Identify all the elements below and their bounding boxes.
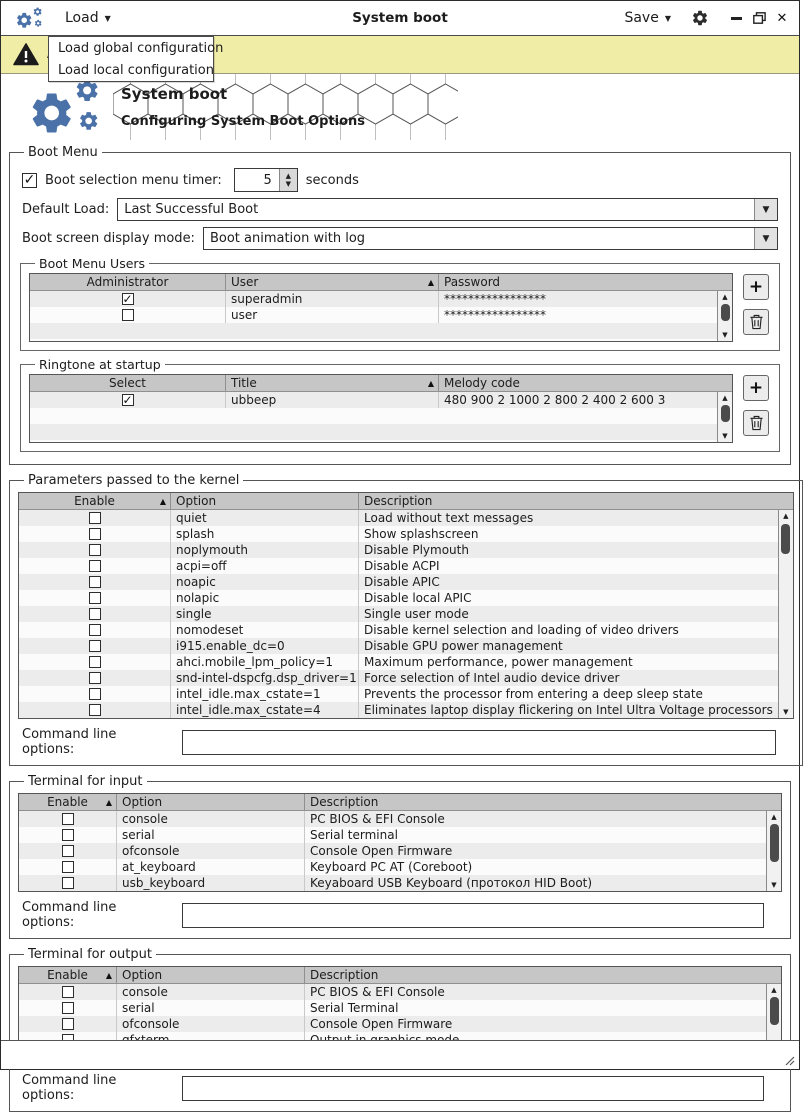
terminal-input-cmdline-input[interactable]	[182, 903, 764, 928]
column-header-title[interactable]: Title ▲	[226, 375, 439, 391]
cell-text: Disable kernel selection and loading of video drivers	[364, 623, 679, 637]
users-table-body	[30, 291, 732, 341]
scroll-up-icon[interactable]: ▲	[722, 394, 728, 402]
checkbox-unchecked[interactable]	[89, 544, 101, 556]
app-gears-icon	[15, 6, 45, 30]
checkbox-unchecked[interactable]	[62, 861, 74, 873]
terminal-input-table	[18, 793, 782, 892]
scroll-thumb[interactable]	[721, 304, 730, 321]
row-checkbox-cell[interactable]	[19, 510, 171, 526]
cmdline-label: Command line options:	[22, 1073, 117, 1103]
table-row[interactable]	[19, 526, 778, 542]
column-header-description[interactable]: Description	[310, 795, 379, 809]
cell-text: intel_idle.max_cstate=1	[171, 686, 359, 702]
combo-drop-button[interactable]	[754, 228, 777, 249]
terminal-input-legend: Terminal for input	[28, 774, 143, 789]
column-header-option[interactable]: Option	[117, 967, 305, 983]
scroll-up-icon[interactable]: ▲	[771, 986, 777, 994]
checkbox-unchecked[interactable]	[89, 656, 101, 668]
row-checkbox-cell[interactable]	[19, 1016, 117, 1032]
ringtone-table	[29, 374, 733, 443]
table-row[interactable]	[19, 811, 766, 827]
table-row[interactable]	[19, 558, 778, 574]
combo-drop-button[interactable]	[754, 199, 777, 220]
load-menu-label: Load	[65, 10, 99, 26]
cell-text: Eliminates laptop display flickering on Intel Ultra Voltage processors	[364, 703, 773, 717]
row-checkbox-cell[interactable]	[19, 606, 171, 622]
cell-text: console	[117, 984, 305, 1000]
users-table	[29, 273, 733, 342]
checkbox-unchecked[interactable]	[89, 640, 101, 652]
ringtone-group	[20, 357, 780, 452]
load-dropdown-menu	[48, 36, 224, 82]
cell-text: Serial Terminal	[310, 1001, 399, 1015]
cell-text: usb_keyboard	[117, 875, 305, 891]
scroll-up-icon[interactable]: ▲	[722, 293, 728, 301]
cell-text: superadmin	[226, 291, 439, 307]
banner-subtitle: Configuring System Boot Options	[121, 114, 366, 129]
cell-text: ofconsole	[117, 1016, 305, 1032]
column-header-option[interactable]: Option	[171, 493, 359, 509]
row-checkbox-cell[interactable]	[19, 670, 171, 686]
column-header-user[interactable]: User ▲	[226, 274, 439, 290]
column-header-description[interactable]: Description	[310, 968, 379, 982]
title-bar	[1, 1, 799, 36]
default-load-row	[22, 198, 778, 221]
settings-gear-icon[interactable]	[691, 9, 709, 27]
scroll-thumb[interactable]	[770, 997, 779, 1025]
row-checkbox-cell[interactable]	[19, 638, 171, 654]
sort-asc-icon: ▲	[427, 378, 434, 388]
minimize-button[interactable]	[729, 11, 743, 25]
kernel-cmdline-row	[22, 727, 790, 757]
row-checkbox-cell[interactable]	[19, 686, 171, 702]
scroll-thumb[interactable]	[781, 524, 790, 554]
cell-text: intel_idle.max_cstate=4	[171, 702, 359, 718]
cell-text: Console Open Firmware	[310, 844, 453, 858]
vertical-scrollbar[interactable]	[717, 392, 732, 442]
timer-label: Boot selection menu timer:	[45, 172, 222, 188]
cell-text: Show splashscreen	[364, 527, 479, 541]
table-row[interactable]	[19, 984, 766, 1000]
table-row[interactable]	[19, 1000, 766, 1016]
cell-text: PC BIOS & EFI Console	[310, 812, 445, 826]
scroll-down-icon[interactable]: ▼	[722, 331, 728, 339]
cell-text: Disable local APIC	[364, 591, 472, 605]
cell-text: quiet	[171, 510, 359, 526]
scroll-up-icon[interactable]: ▲	[771, 813, 777, 821]
cell-text: *****************	[444, 308, 546, 322]
row-checkbox-cell[interactable]	[30, 291, 226, 307]
sort-asc-icon: ▲	[105, 970, 112, 980]
cell-text: acpi=off	[171, 558, 359, 574]
users-table-header	[30, 274, 732, 291]
column-header-enable[interactable]: Enable ▲	[19, 794, 117, 810]
table-row[interactable]	[19, 590, 778, 606]
chevron-down-icon: ▼	[664, 13, 671, 23]
checkbox-unchecked[interactable]	[62, 1002, 74, 1014]
sort-asc-icon: ▲	[427, 277, 434, 287]
checkbox-unchecked[interactable]	[89, 608, 101, 620]
terminal-output-legend: Terminal for output	[28, 947, 152, 962]
boot-menu-legend: Boot Menu	[28, 145, 98, 160]
column-header-administrator[interactable]: Administrator	[30, 274, 226, 290]
cell-text: Serial terminal	[310, 828, 398, 842]
menu-item-load-global[interactable]: Load global configuration	[58, 41, 224, 56]
table-row[interactable]	[19, 542, 778, 558]
checkbox-unchecked[interactable]	[89, 592, 101, 604]
row-checkbox-cell[interactable]	[19, 574, 171, 590]
column-header-select[interactable]: Select	[30, 375, 226, 391]
checkbox-unchecked[interactable]	[89, 512, 101, 524]
save-menu-label: Save	[624, 10, 659, 26]
row-checkbox-cell[interactable]	[19, 859, 117, 875]
vertical-scrollbar[interactable]	[778, 510, 793, 718]
cell-text: user	[226, 307, 439, 323]
checkbox-unchecked[interactable]	[89, 672, 101, 684]
save-menu-button[interactable]	[618, 8, 677, 28]
table-row[interactable]	[19, 843, 766, 859]
cell-text: Maximum performance, power management	[364, 655, 633, 669]
terminal-output-cmdline-input[interactable]	[182, 1076, 764, 1101]
cell-text: Disable GPU power management	[364, 639, 563, 653]
table-row[interactable]	[19, 638, 778, 654]
table-row[interactable]	[30, 291, 717, 307]
table-row[interactable]	[19, 622, 778, 638]
ringtone-table-body	[30, 392, 732, 442]
warning-icon	[13, 43, 39, 66]
cell-text: serial	[117, 827, 305, 843]
banner-title: System boot	[121, 85, 228, 103]
kernel-table-header	[19, 493, 793, 510]
display-mode-combobox[interactable]	[203, 227, 778, 250]
cell-text: single	[171, 606, 359, 622]
cell-text: Keyboard PC AT (Coreboot)	[310, 860, 473, 874]
cell-text: snd-intel-dspcfg.dsp_driver=1	[171, 670, 359, 686]
scroll-thumb[interactable]	[770, 824, 779, 862]
row-checkbox-cell[interactable]	[19, 622, 171, 638]
spin-buttons[interactable]	[279, 169, 297, 191]
sort-asc-icon: ▲	[159, 496, 166, 506]
cell-text: PC BIOS & EFI Console	[310, 985, 445, 999]
window-title: System boot	[352, 10, 448, 26]
cell-text: Console Open Firmware	[310, 1017, 453, 1031]
cell-text: splash	[171, 526, 359, 542]
cell-text: Load without text messages	[364, 511, 534, 525]
chevron-down-icon: ▼	[104, 13, 111, 23]
close-button[interactable]: ✕	[776, 10, 788, 26]
vertical-scrollbar[interactable]	[717, 291, 732, 341]
checkbox-unchecked[interactable]	[62, 813, 74, 825]
table-row[interactable]	[19, 827, 766, 843]
menu-item-load-local[interactable]: Load local configuration	[58, 63, 214, 78]
row-checkbox-cell[interactable]	[19, 843, 117, 859]
kernel-params-table	[18, 492, 794, 719]
terminal-output-fieldset	[9, 947, 791, 1112]
hexagon-pattern	[113, 74, 458, 140]
trash-icon	[749, 314, 764, 330]
cell-text: Disable ACPI	[364, 559, 440, 573]
table-row[interactable]	[19, 606, 778, 622]
scroll-thumb[interactable]	[721, 405, 730, 422]
table-row[interactable]	[19, 1016, 766, 1032]
table-row[interactable]	[30, 392, 717, 408]
scroll-down-icon[interactable]: ▼	[771, 881, 777, 889]
checkbox-unchecked[interactable]	[122, 309, 134, 321]
row-checkbox-cell[interactable]	[30, 307, 226, 323]
trash-icon	[749, 415, 764, 431]
column-header-password[interactable]: Password	[444, 275, 501, 289]
chevron-down-icon: ▼	[762, 204, 770, 215]
maximize-button[interactable]	[752, 11, 766, 25]
cell-text: ofconsole	[117, 843, 305, 859]
checkbox-unchecked[interactable]	[89, 688, 101, 700]
add-ringtone-button[interactable]: +	[743, 375, 769, 401]
terminal-input-cmdline-row	[22, 900, 778, 930]
cell-text: 480 900 2 1000 2 800 2 400 2 600 3	[444, 393, 666, 407]
add-user-button[interactable]: +	[743, 274, 769, 300]
table-row[interactable]	[19, 574, 778, 590]
row-checkbox-cell[interactable]	[19, 1000, 117, 1016]
checkbox-unchecked[interactable]	[62, 1018, 74, 1030]
cmdline-label: Command line options:	[22, 727, 117, 757]
kernel-params-legend: Parameters passed to the kernel	[28, 473, 240, 488]
terminal-input-fieldset	[9, 774, 791, 939]
cell-text: Disable APIC	[364, 575, 440, 589]
restore-icon	[753, 12, 766, 24]
default-load-value: Last Successful Boot	[124, 202, 259, 217]
row-checkbox-cell[interactable]	[19, 875, 117, 891]
checkbox-unchecked[interactable]	[89, 560, 101, 572]
default-load-label: Default Load:	[22, 202, 110, 217]
row-checkbox-cell[interactable]	[19, 526, 171, 542]
cell-text: console	[117, 811, 305, 827]
delete-user-button[interactable]	[743, 309, 769, 335]
cell-text: *****************	[444, 292, 546, 306]
boot-menu-users-group	[20, 256, 780, 351]
checkbox-unchecked[interactable]	[62, 986, 74, 998]
cell-text: i915.enable_dc=0	[171, 638, 359, 654]
timer-value: 5	[263, 173, 272, 188]
table-row[interactable]	[19, 875, 766, 891]
checkbox-unchecked[interactable]	[62, 845, 74, 857]
row-checkbox-cell[interactable]	[19, 827, 117, 843]
kernel-table-body	[19, 510, 793, 718]
cell-text: serial	[117, 1000, 305, 1016]
timer-unit: seconds	[305, 172, 359, 188]
display-mode-label: Boot screen display mode:	[22, 231, 195, 246]
checkbox-unchecked[interactable]	[62, 829, 74, 841]
row-checkbox-cell[interactable]	[19, 654, 171, 670]
kernel-cmdline-input[interactable]	[182, 730, 776, 755]
terminal-input-body	[19, 811, 781, 891]
table-row[interactable]	[19, 510, 778, 526]
users-legend: Boot Menu Users	[39, 256, 146, 271]
boot-menu-fieldset	[9, 145, 791, 465]
cell-text: Prevents the processor from entering a deep sleep state	[364, 687, 703, 701]
vertical-scrollbar[interactable]	[766, 811, 781, 891]
cell-text: noplymouth	[171, 542, 359, 558]
column-header-option[interactable]: Option	[117, 794, 305, 810]
checkbox-unchecked[interactable]	[89, 528, 101, 540]
cell-text: ubbeep	[226, 392, 439, 408]
scroll-up-icon[interactable]: ▲	[783, 512, 789, 520]
row-checkbox-cell[interactable]	[30, 392, 226, 408]
delete-ringtone-button[interactable]	[743, 410, 769, 436]
cell-text: nolapic	[171, 590, 359, 606]
row-checkbox-cell[interactable]	[19, 542, 171, 558]
scroll-down-icon[interactable]: ▼	[783, 708, 789, 716]
ringtone-table-header	[30, 375, 732, 392]
row-checkbox-cell[interactable]	[19, 702, 171, 718]
table-row[interactable]	[19, 654, 778, 670]
spin-down-icon[interactable]: ▼	[285, 179, 291, 188]
display-mode-row	[22, 227, 778, 250]
ringtone-legend: Ringtone at startup	[39, 357, 161, 372]
checkbox-unchecked[interactable]	[89, 576, 101, 588]
cmdline-label: Command line options:	[22, 900, 117, 930]
cell-text: Disable Plymouth	[364, 543, 469, 557]
terminal-input-header	[19, 794, 781, 811]
checkbox-unchecked[interactable]	[89, 624, 101, 636]
cell-text: ahci.mobile_lpm_policy=1	[171, 654, 359, 670]
table-row[interactable]	[19, 859, 766, 875]
timer-checkbox[interactable]: ✓	[23, 172, 36, 188]
table-row[interactable]	[19, 686, 778, 702]
column-header-melody[interactable]: Melody code	[444, 376, 520, 390]
table-row[interactable]	[30, 307, 717, 323]
kernel-params-fieldset	[9, 473, 803, 766]
default-load-combobox[interactable]	[117, 198, 778, 221]
row-checkbox-cell[interactable]	[19, 811, 117, 827]
checkbox-unchecked[interactable]	[62, 877, 74, 889]
column-header-description[interactable]: Description	[364, 494, 433, 508]
row-checkbox-cell[interactable]	[19, 984, 117, 1000]
scroll-down-icon[interactable]: ▼	[722, 432, 728, 440]
spin-up-icon[interactable]: ▲	[285, 171, 291, 180]
table-row[interactable]	[19, 670, 778, 686]
terminal-output-cmdline-row	[22, 1073, 778, 1103]
table-row[interactable]	[19, 702, 778, 718]
status-bar	[1, 1040, 799, 1069]
timer-row	[22, 168, 778, 192]
cell-text: at_keyboard	[117, 859, 305, 875]
row-checkbox-cell[interactable]	[19, 558, 171, 574]
resize-grip[interactable]	[783, 1054, 795, 1066]
checkbox-checked[interactable]: ✓	[122, 292, 133, 306]
sort-asc-icon: ▲	[105, 797, 112, 807]
cell-text: nomodeset	[171, 622, 359, 638]
cell-text: Keyaboard USB Keyboard (протокол HID Boot)	[310, 876, 593, 890]
terminal-output-header	[19, 967, 781, 984]
timer-spinner[interactable]	[234, 168, 298, 192]
column-header-enable[interactable]: Enable ▲	[19, 967, 117, 983]
cell-text: noapic	[171, 574, 359, 590]
display-mode-value: Boot animation with log	[209, 231, 366, 246]
gears-logo	[27, 77, 107, 137]
checkbox-checked[interactable]: ✓	[122, 393, 133, 407]
column-header-enable[interactable]: Enable ▲	[19, 493, 171, 509]
cell-text: Single user mode	[364, 607, 469, 621]
checkbox-unchecked[interactable]	[89, 704, 101, 716]
cell-text: Force selection of Intel audio device driver	[364, 671, 620, 685]
row-checkbox-cell[interactable]	[19, 590, 171, 606]
chevron-down-icon: ▼	[762, 233, 770, 244]
load-menu-button[interactable]	[59, 8, 117, 28]
banner	[1, 74, 799, 140]
